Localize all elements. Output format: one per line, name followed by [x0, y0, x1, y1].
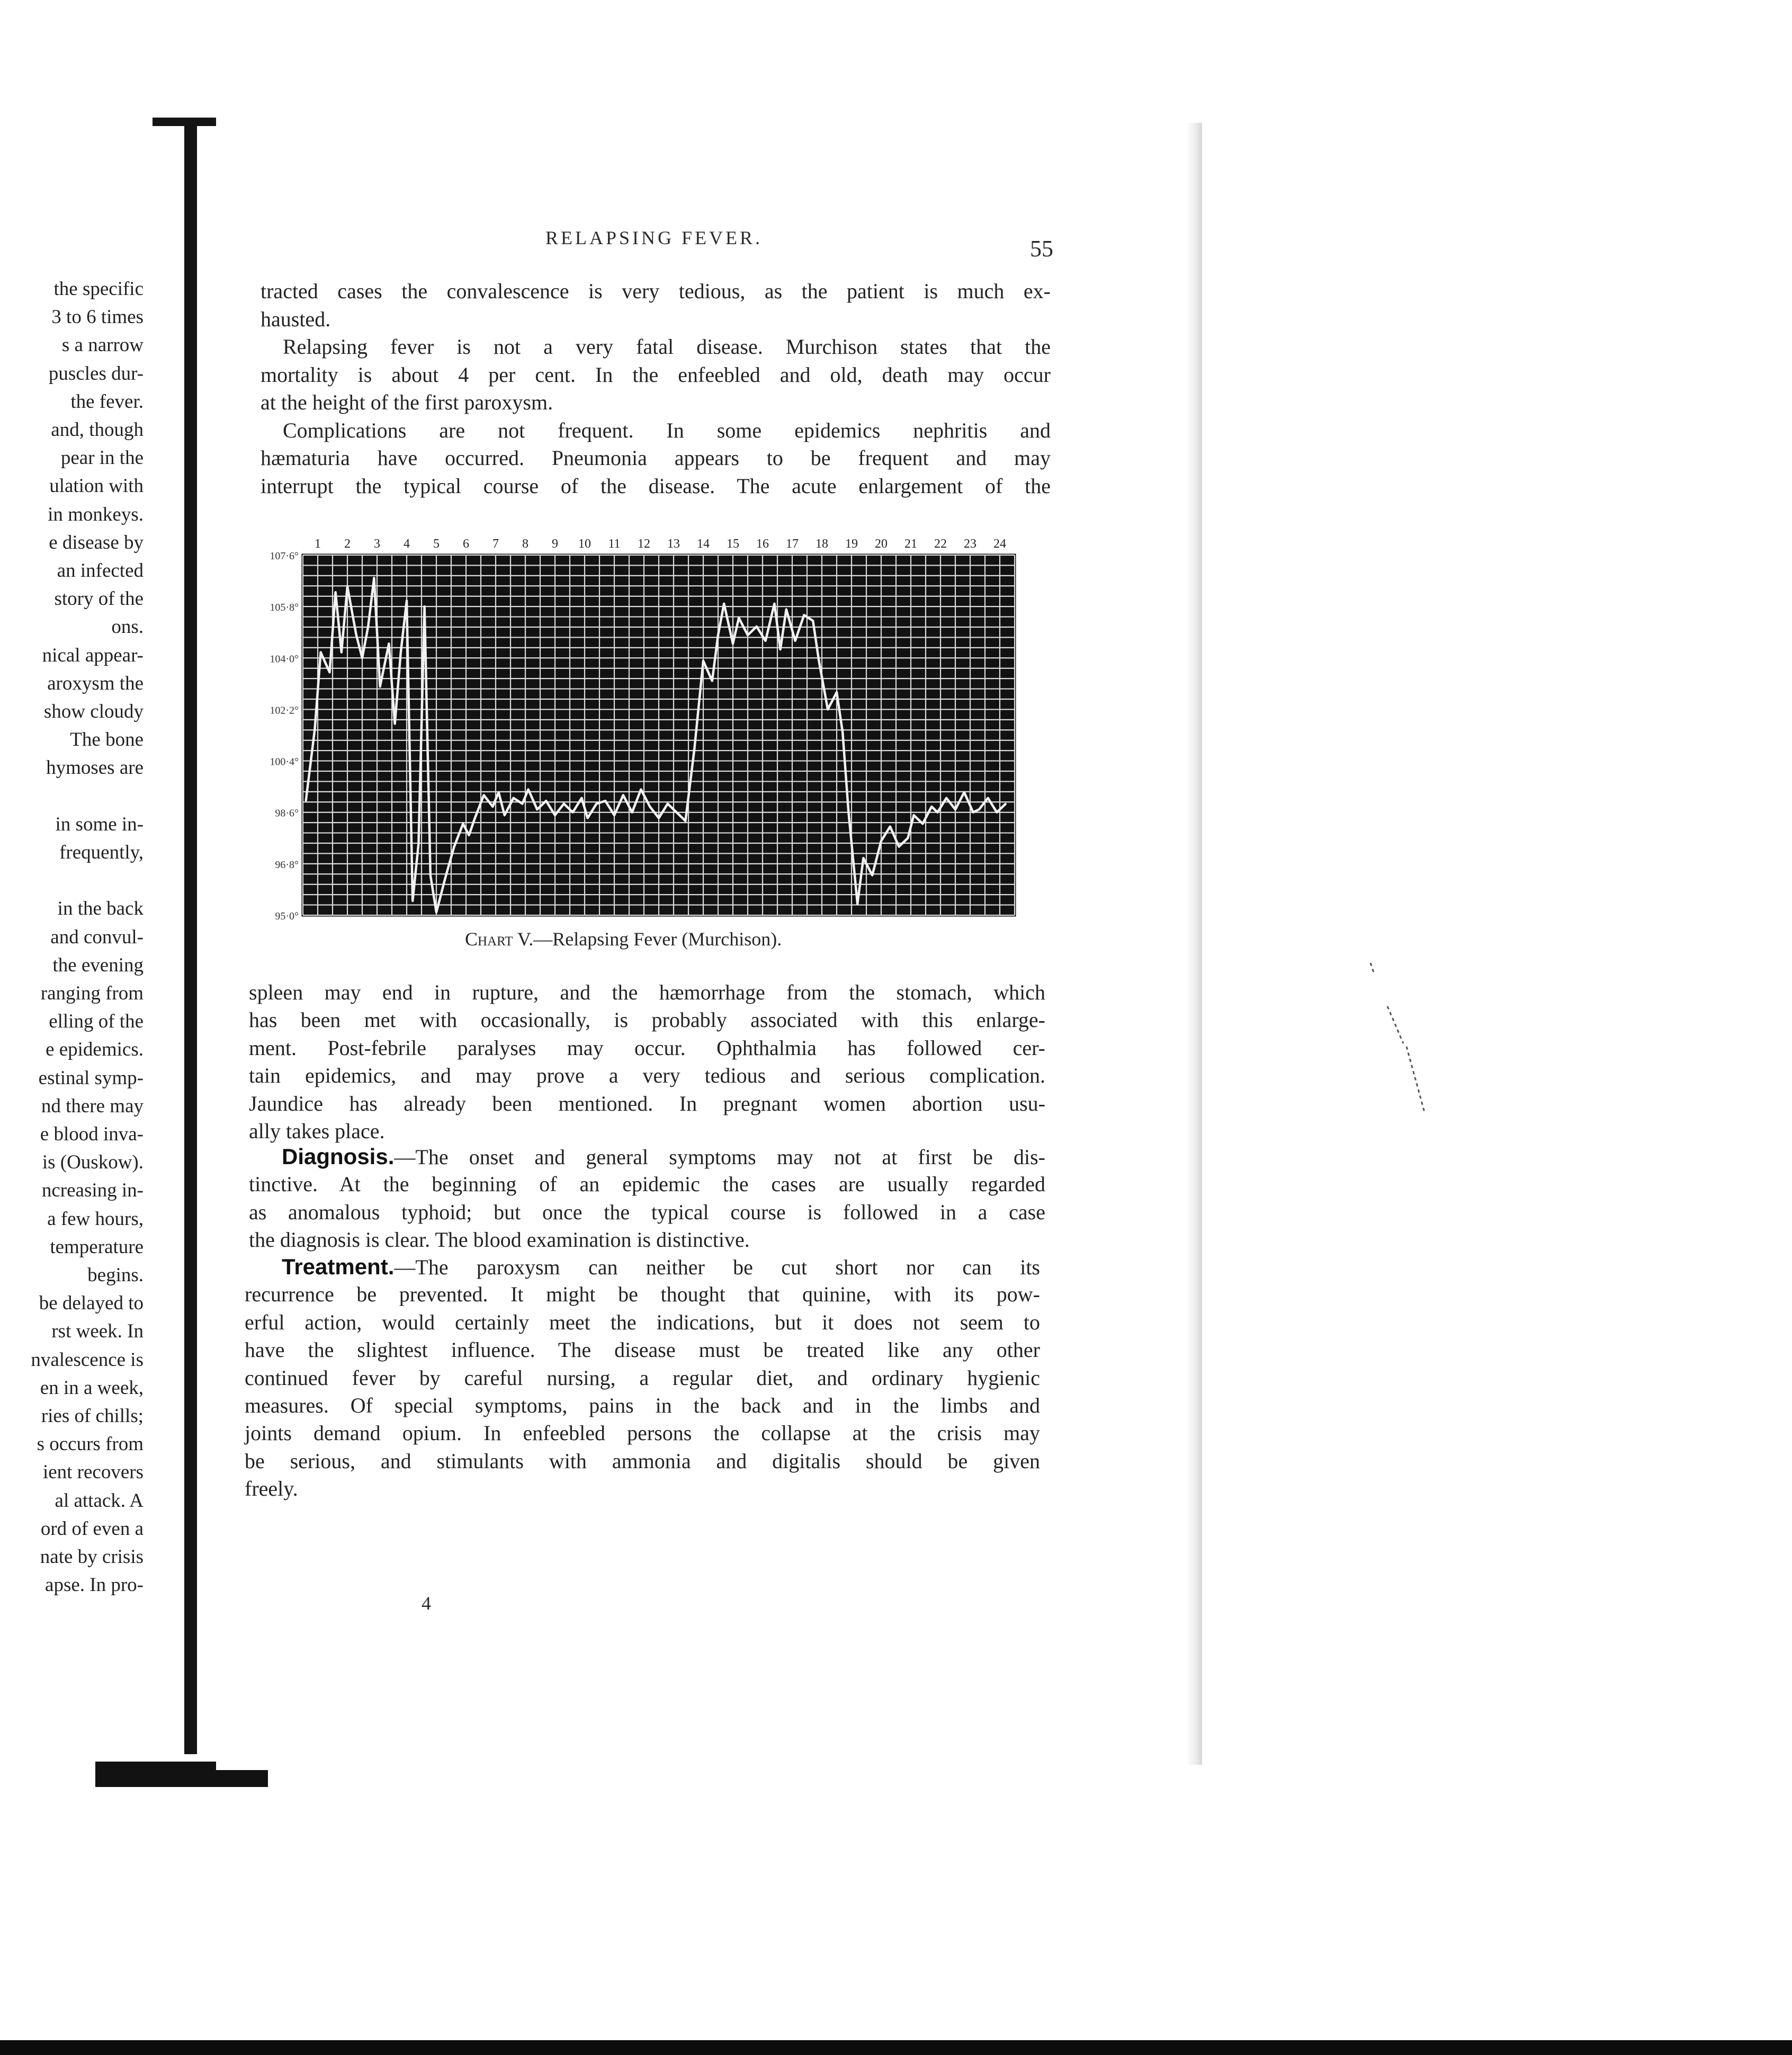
- body-line: tinctive. At the beginning of an epidemic the cases are usually regarded: [249, 1172, 1045, 1196]
- temperature-point: [842, 731, 844, 733]
- facing-page-line: 3 to 6 times: [51, 306, 144, 328]
- temperature-point: [863, 857, 864, 859]
- facing-page-line: begins.: [87, 1264, 144, 1286]
- temperature-point: [640, 789, 642, 790]
- temperature-point: [462, 823, 464, 825]
- temperature-point: [812, 620, 814, 622]
- facing-page-line: rst week. In: [51, 1320, 144, 1343]
- y-tick-label: 102·2°: [270, 704, 299, 717]
- temperature-point: [513, 797, 514, 799]
- facing-page-line: a few hours,: [47, 1208, 144, 1230]
- body-line: ally takes place.: [249, 1119, 385, 1143]
- temperature-point: [406, 600, 407, 602]
- x-tick-label: 8: [522, 537, 528, 551]
- facing-page-line: nate by crisis: [40, 1546, 144, 1568]
- facing-page-line: ranging from: [40, 982, 144, 1004]
- temperature-point: [563, 803, 565, 805]
- temperature-point: [836, 691, 837, 693]
- body-line: as anomalous typhoid; but once the typical course is followed in a case: [249, 1200, 1045, 1224]
- diagnosis-heading: Diagnosis.: [282, 1144, 395, 1169]
- facing-page-line: is (Ouskow).: [42, 1151, 144, 1174]
- temperature-point: [522, 803, 523, 805]
- y-tick-label: 98·6°: [275, 807, 299, 819]
- temperature-point: [536, 809, 538, 810]
- body-line: at the height of the first paroxysm.: [261, 390, 553, 414]
- temperature-point: [631, 811, 633, 813]
- body-line: joints demand opium. In enfeebled persons the collapse at the crisis may: [245, 1421, 1040, 1445]
- temperature-point: [388, 643, 390, 645]
- temperature-point: [946, 797, 947, 799]
- body-line: erful action, would certainly meet the indications, but it does not seem to: [245, 1310, 1040, 1334]
- temperature-point: [667, 803, 668, 805]
- body-line: hausted.: [261, 307, 331, 331]
- x-tick-label: 14: [697, 537, 710, 551]
- temperature-point: [474, 817, 476, 819]
- y-tick-label: 95·0°: [275, 910, 299, 922]
- signature-mark: 4: [422, 1593, 431, 1614]
- temperature-chart: [254, 524, 1027, 932]
- temperature-point: [305, 800, 307, 802]
- temperature-point: [605, 800, 606, 802]
- temperature-point: [435, 912, 437, 913]
- facing-page-line: frequently,: [59, 842, 144, 863]
- temperature-point: [818, 660, 820, 662]
- temperature-point: [504, 815, 505, 816]
- temperature-point: [848, 811, 849, 813]
- body-line: Relapsing fever is not a very fatal disease. Murchison states that the: [283, 335, 1051, 359]
- temperature-point: [987, 797, 989, 799]
- body-line: freely.: [245, 1477, 298, 1501]
- body-line: [282, 1143, 1045, 1171]
- temperature-point: [889, 826, 891, 827]
- facing-page-line: the specific: [53, 278, 144, 300]
- body-line-text: —The onset and general symptoms may not at first be dis-: [394, 1145, 1045, 1169]
- temperature-point: [685, 820, 686, 821]
- body-line: have the slightest influence. The disease must be treated like any other: [245, 1338, 1040, 1362]
- temperature-point: [622, 794, 624, 796]
- temperature-point: [694, 748, 695, 750]
- temperature-point: [738, 617, 740, 619]
- x-tick-label: 11: [608, 537, 621, 551]
- facing-page-text: [0, 275, 146, 1610]
- x-tick-label: 15: [727, 537, 739, 551]
- temperature-point: [581, 797, 583, 799]
- body-line: has been met with occasionally, is probably associated with this enlarge-: [249, 1008, 1045, 1032]
- body-line: be serious, and stimulants with ammonia and digitalis should be given: [245, 1449, 1040, 1473]
- temperature-point: [756, 626, 757, 627]
- temperature-point: [379, 686, 381, 687]
- temperature-point: [779, 648, 781, 650]
- body-line: spleen may end in rupture, and the hæmorrhage from the stomach, which: [249, 980, 1045, 1004]
- temperature-point: [418, 843, 419, 844]
- speck-mark: [1370, 963, 1424, 1112]
- facing-page-line: an infected: [57, 560, 144, 582]
- facing-page-line: aroxysm the: [47, 672, 144, 694]
- scan-speck-marks: [1366, 953, 1451, 1123]
- facing-page-line: nical appear-: [42, 644, 144, 666]
- x-tick-label: 24: [993, 537, 1006, 551]
- x-tick-label: 7: [492, 537, 499, 551]
- facing-page-line: apse. In pro-: [45, 1574, 144, 1596]
- body-line: measures. Of special symptoms, pains in the back and in the limbs and: [245, 1393, 1040, 1417]
- x-tick-label: 3: [374, 537, 380, 551]
- x-tick-label: 1: [315, 537, 321, 551]
- body-line: tain epidemics, and may prove a very tedious and serious complication.: [249, 1064, 1045, 1088]
- chart-svg: [254, 524, 1027, 932]
- temperature-point: [355, 635, 357, 636]
- facing-page-line: the fever.: [70, 390, 144, 413]
- facing-page-line: story of the: [54, 588, 144, 610]
- temperature-point: [400, 651, 401, 653]
- facing-page-line: e blood inva-: [40, 1123, 144, 1145]
- temperature-point: [702, 660, 704, 662]
- x-tick-label: 20: [875, 537, 888, 551]
- body-line-text: —The paroxysm can neither be cut short nor can its: [394, 1255, 1040, 1279]
- facing-page-line: and convul-: [50, 926, 144, 948]
- facing-page-line: en in a week,: [40, 1377, 144, 1399]
- facing-page-line: ulation with: [49, 475, 144, 497]
- x-tick-label: 21: [904, 537, 917, 551]
- temperature-point: [954, 809, 956, 810]
- x-tick-label: 5: [433, 537, 440, 551]
- body-line: [282, 1253, 1040, 1281]
- temperature-point: [361, 657, 363, 659]
- facing-page-line: be delayed to: [39, 1292, 144, 1315]
- temperature-point: [723, 603, 725, 604]
- temperature-point: [554, 815, 555, 816]
- temperature-point: [572, 811, 574, 813]
- facing-page-line: ons.: [111, 616, 144, 638]
- body-line: Complications are not frequent. In some epidemics nephritis and: [283, 418, 1051, 442]
- y-tick-label: 105·8°: [270, 602, 299, 614]
- x-tick-label: 23: [964, 537, 976, 551]
- page-edge-shadow: [1186, 123, 1202, 1765]
- temperature-point: [803, 614, 805, 616]
- y-tick-label: 96·8°: [275, 859, 299, 871]
- temperature-point: [527, 789, 529, 790]
- temperature-point: [937, 811, 938, 813]
- temperature-point: [907, 837, 909, 839]
- facing-page-line: ries of chills;: [41, 1405, 144, 1427]
- temperature-point: [913, 815, 915, 816]
- temperature-point: [545, 800, 547, 802]
- x-tick-label: 17: [786, 537, 799, 551]
- facing-page-line: hymoses are: [46, 757, 144, 779]
- facing-page-line: al attack. A: [55, 1489, 144, 1512]
- facing-page-line: the evening: [52, 954, 144, 976]
- x-tick-label: 9: [552, 537, 558, 551]
- facing-page-line: s occurs from: [37, 1433, 144, 1455]
- facing-page-line: s a narrow: [61, 334, 144, 356]
- chart-caption: [465, 928, 782, 950]
- temperature-point: [978, 809, 980, 810]
- running-head: RELAPSING FEVER.: [545, 227, 763, 248]
- temperature-point: [498, 791, 499, 793]
- facing-page-line: pear in the: [60, 447, 144, 469]
- temperature-point: [898, 846, 900, 847]
- temperature-point: [368, 626, 369, 627]
- temperature-point: [492, 806, 494, 807]
- facing-page-line: estinal symp-: [38, 1067, 144, 1089]
- facing-page-line: elling of the: [49, 1011, 144, 1033]
- facing-page-line: in some in-: [55, 813, 144, 835]
- temperature-point: [872, 874, 873, 876]
- temperature-point: [963, 791, 965, 793]
- temperature-point: [596, 803, 597, 805]
- facing-page-line: ncreasing in-: [41, 1180, 144, 1202]
- temperature-point: [429, 874, 431, 876]
- temperature-point: [346, 586, 348, 587]
- treatment-heading: Treatment.: [282, 1254, 395, 1279]
- facing-page-line: e epidemics.: [46, 1039, 144, 1061]
- temperature-point: [996, 811, 998, 813]
- page-number: 55: [1030, 236, 1053, 262]
- facing-page-line: in the back: [57, 898, 144, 920]
- x-tick-label: 12: [638, 537, 650, 551]
- temperature-point: [717, 635, 719, 636]
- temperature-point: [972, 811, 974, 813]
- temperature-point: [587, 817, 588, 819]
- body-line: the diagnosis is clear. The blood examination is distinctive.: [249, 1228, 750, 1252]
- temperature-point: [314, 729, 316, 730]
- temperature-point: [827, 709, 829, 710]
- x-tick-label: 6: [463, 537, 469, 551]
- scan-bottom-edge: [0, 2040, 1792, 2055]
- body-line: interrupt the typical course of the disease. The acute enlargement of the: [261, 473, 1051, 498]
- facing-page-line: show cloudy: [43, 701, 144, 722]
- x-tick-label: 16: [756, 537, 769, 551]
- y-tick-label: 100·4°: [270, 756, 299, 768]
- x-tick-label: 4: [404, 537, 410, 551]
- chart-caption-label: Chart: [465, 928, 513, 950]
- temperature-point: [1005, 803, 1007, 805]
- body-line: ment. Post-febrile paralyses may occur. Ophthalmia has followed cer-: [249, 1035, 1045, 1060]
- body-line: mortality is about 4 per cent. In the enfeebled and old, death may occur: [261, 362, 1051, 387]
- temperature-point: [649, 806, 651, 807]
- temperature-point: [412, 900, 414, 901]
- y-tick-label: 107·6°: [270, 550, 299, 562]
- x-tick-label: 18: [816, 537, 828, 551]
- temperature-point: [765, 640, 766, 641]
- facing-page-line: ient recovers: [42, 1461, 144, 1484]
- body-line: continued fever by careful nursing, a regular diet, and ordinary hygienic: [245, 1365, 1040, 1390]
- temperature-point: [424, 606, 425, 607]
- body-line: recurrence be prevented. It might be thought that quinine, with its pow-: [245, 1282, 1040, 1307]
- temperature-point: [857, 903, 858, 905]
- temperature-point: [922, 823, 924, 825]
- temperature-point: [880, 840, 882, 842]
- body-line: Jaundice has already been mentioned. In pregnant women abortion usu-: [249, 1091, 1045, 1115]
- temperature-point: [468, 834, 470, 836]
- body-line: hæmaturia have occurred. Pneumonia appears to be frequent and may: [261, 446, 1051, 470]
- x-tick-label: 13: [667, 537, 680, 551]
- facing-page-line: in monkeys.: [48, 503, 144, 525]
- temperature-point: [774, 603, 775, 604]
- x-tick-label: 10: [578, 537, 591, 551]
- temperature-point: [931, 806, 933, 807]
- temperature-point: [453, 846, 455, 847]
- temperature-point: [394, 723, 396, 725]
- temperature-point: [373, 577, 375, 579]
- facing-page-line: nd there may: [41, 1095, 144, 1117]
- temperature-point: [335, 592, 336, 593]
- chart-caption-text: V.—Relapsing Fever (Murchison).: [513, 928, 782, 950]
- facing-page-line: The bone: [70, 729, 144, 751]
- temperature-point: [444, 877, 446, 879]
- facing-page-line: e disease by: [49, 531, 144, 553]
- facing-page-line: nvalescence is: [31, 1348, 144, 1371]
- body-line: tracted cases the convalescence is very tedious, as the patient is much ex-: [261, 279, 1051, 303]
- temperature-point: [658, 817, 659, 819]
- temperature-point: [613, 815, 615, 816]
- temperature-point: [329, 672, 330, 673]
- temperature-point: [785, 609, 787, 610]
- binding-gutter: [184, 123, 197, 1754]
- temperature-point: [794, 640, 796, 641]
- facing-page-line: puscles dur-: [48, 362, 144, 385]
- x-tick-label: 22: [934, 537, 947, 551]
- temperature-point: [483, 794, 485, 796]
- temperature-point: [676, 811, 677, 813]
- facing-page-line: ord of even a: [40, 1517, 144, 1540]
- temperature-point: [320, 651, 321, 653]
- temperature-point: [732, 643, 733, 645]
- temperature-point: [747, 635, 748, 636]
- temperature-point: [341, 651, 342, 653]
- x-tick-label: 19: [845, 537, 858, 551]
- facing-page-line: temperature: [50, 1236, 144, 1258]
- x-tick-label: 2: [344, 537, 351, 551]
- facing-page-line: and, though: [51, 419, 144, 441]
- y-tick-label: 104·0°: [270, 653, 299, 665]
- temperature-point: [711, 680, 713, 682]
